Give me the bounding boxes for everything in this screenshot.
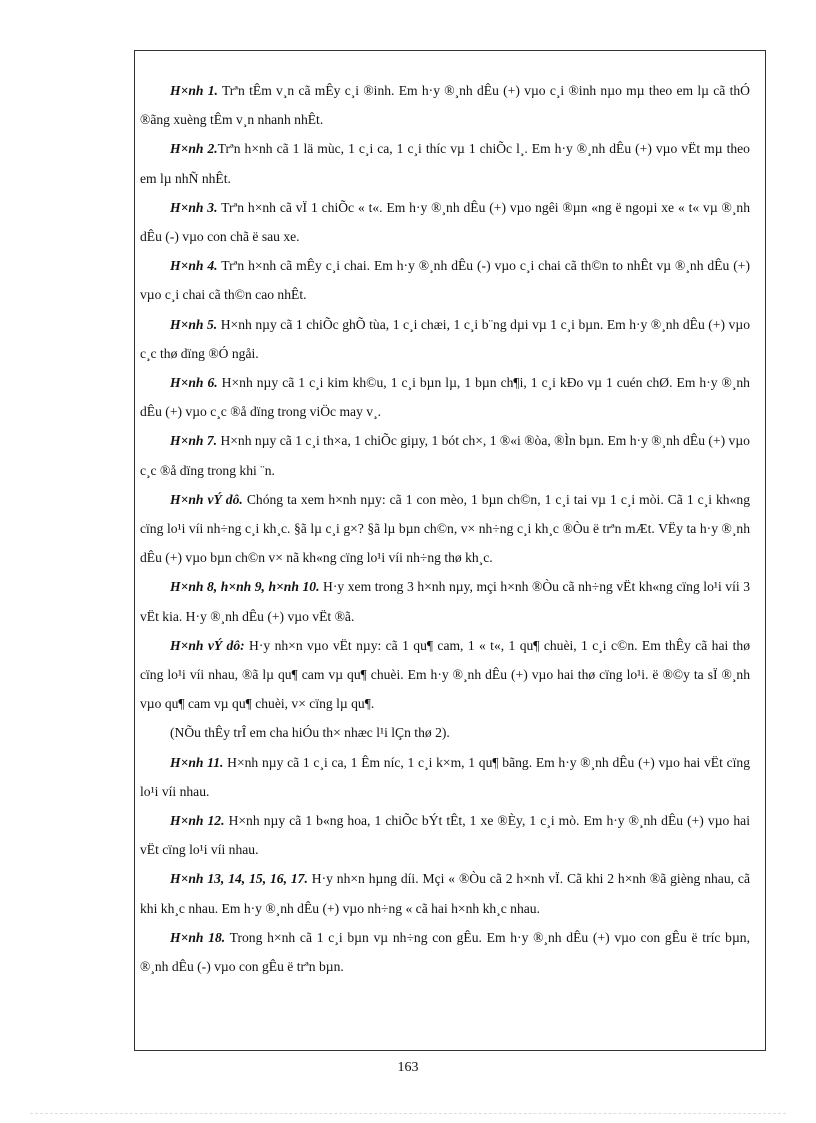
paragraph-note xyxy=(140,718,750,747)
paragraph-lead: H×nh 18. xyxy=(170,929,226,945)
paragraph-text: H×nh nµy cã 1 b«ng hoa, 1 chiÕc bÝt tÊt, 1 xe ®Èy, 1 c¸i mò. Em h·y ®¸nh dÊu (+) vµo hai vËt cïng lo¹i víi nhau. xyxy=(140,813,750,858)
paragraph-hinh-12 xyxy=(140,806,750,864)
paragraph-text: Chóng ta xem h×nh nµy: cã 1 con mèo, 1 bµn ch©n, 1 c¸i tai vµ 1 c¸i mòi. Cã 1 c¸i kh«ng cïng lo¹i víi nh÷ng c¸i kh¸c. §ã lµ c¸i g×? §ã lµ bµn ch©n, v× nh÷ng c¸i kh¸c ®Òu ë trªn mÆt. VËy ta h·y ®¸nh dÊu (+) vµo bµn ch©n v× nã kh«ng cïng lo¹i víi nh÷ng thø kh¸c. xyxy=(140,491,750,566)
paragraph-lead: H×nh 7. xyxy=(170,433,218,449)
paragraph-lead: H×nh 2. xyxy=(170,141,218,157)
paragraph-hinh-11 xyxy=(140,748,750,806)
paragraph-text: H·y nh×n vµo vËt nµy: cã 1 qu¶ cam, 1 « t«, 1 qu¶ chuèi, 1 c¸i c©n. Em thÊy cã hai thø cïng lo¹i víi nhau, ®ã lµ qu¶ cam vµ qu¶ chuèi. Em h·y ®¸nh dÊu (+) vµo hai thø cïng lo¹i. ë ®©y ta sÏ ®¸nh vµo qu¶ cam vµ qu¶ chuèi, v× cïng lµ qu¶. xyxy=(140,637,751,712)
footer-divider xyxy=(30,1113,786,1114)
paragraph-hinh-7 xyxy=(140,426,750,484)
paragraph-vi-du-1 xyxy=(140,485,750,573)
paragraph-text: Trªn h×nh cã mÊy c¸i chai. Em h·y ®¸nh dÊu (-) vµo c¸i chai cã th©n to nhÊt vµ ®¸nh dÊu (+) vµo c¸i chai cã th©n cao nhÊt. xyxy=(140,258,750,303)
paragraph-text: Trªn tÊm v¸n cã mÊy c¸i ®inh. Em h·y ®¸nh dÊu (+) vµo c¸i ®inh nµo mµ theo em lµ cã thÓ ®ãng xuèng tÊm v¸n nhanh nhÊt. xyxy=(140,83,750,128)
paragraph-text: H×nh nµy cã 1 c¸i ca, 1 Êm níc, 1 c¸i k×m, 1 qu¶ bãng. Em h·y ®¸nh dÊu (+) vµo hai vËt cïng lo¹i víi nhau. xyxy=(140,754,750,799)
paragraph-hinh-2 xyxy=(140,134,750,192)
paragraph-text: (NÕu thÊy trÎ em cha hiÓu th× nhæc l¹i lÇn thø 2). xyxy=(170,725,450,741)
paragraph-text: Trªn h×nh cã vÏ 1 chiÕc « t«. Em h·y ®¸nh dÊu (+) vµo ngêi ®µn «ng ë ngoµi xe « t« vµ ®¸nh dÊu (-) vµo con chã ë sau xe. xyxy=(140,199,750,245)
paragraph-lead: H×nh 1. xyxy=(170,83,218,98)
paragraph-lead: H×nh 13, 14, 15, 16, 17. xyxy=(170,871,308,887)
paragraph-lead: H×nh 11. xyxy=(170,754,224,770)
paragraph-text: H×nh nµy cã 1 c¸i kim kh©u, 1 c¸i bµn lµ, 1 bµn ch¶i, 1 c¸i kÐo vµ 1 cuén chØ. Em h·y ®¸nh dÊu (+) vµo c¸c ®å dïng trong viÖc may v¸. xyxy=(140,375,750,420)
paragraph-text: H·y xem trong 3 h×nh nµy, mçi h×nh ®Òu cã nh÷ng vËt kh«ng cïng lo¹i víi 3 vËt kia. H·y ®¸nh dÊu (+) vµo vËt ®ã. xyxy=(140,579,750,624)
paragraph-lead: H×nh 3. xyxy=(170,199,218,215)
paragraph-hinh-3 xyxy=(140,193,750,251)
paragraph-text: H×nh nµy cã 1 chiÕc ghÕ tùa, 1 c¸i chæi, 1 c¸i b¨ng dµi vµ 1 c¸i bµn. Em h·y ®¸nh dÊu (+) vµo c¸c thø dïng ®Ó ngåi. xyxy=(140,316,750,361)
paragraph-lead: H×nh 8, h×nh 9, h×nh 10. xyxy=(170,579,320,595)
paragraph-lead: H×nh vÝ dô: xyxy=(170,637,245,653)
paragraph-lead: H×nh 4. xyxy=(170,258,218,274)
paragraph-lead: H×nh 12. xyxy=(170,813,225,829)
paragraph-text: Trªn h×nh cã 1 lä mùc, 1 c¸i ca, 1 c¸i thíc vµ 1 chiÕc l¸. Em h·y ®¸nh dÊu (+) vµo vËt mµ theo em lµ nhÑ nhÊt. xyxy=(140,141,750,186)
paragraph-text: H·y nh×n hµng díi. Mçi « ®Òu cã 2 h×nh vÏ. Cã khi 2 h×nh ®ã gièng nhau, cã khi kh¸c nhau. Em h·y ®¸nh dÊu (+) vµo nh÷ng « cã hai h×nh kh¸c nhau. xyxy=(140,871,750,916)
paragraph-hinh-13-17 xyxy=(140,864,750,922)
paragraph-hinh-4 xyxy=(140,251,750,309)
paragraph-hinh-8-10 xyxy=(140,572,750,630)
document-body xyxy=(140,76,750,981)
paragraph-text: H×nh nµy cã 1 c¸i th×a, 1 chiÕc giµy, 1 bót ch×, 1 ®«i ®òa, ®Ìn bµn. Em h·y ®¸nh dÊu (+) vµo c¸c ®å dïng trong khi ¨n. xyxy=(140,433,750,478)
paragraph-lead: H×nh vÝ dô. xyxy=(170,491,243,507)
paragraph-vi-du-2 xyxy=(140,631,750,719)
paragraph-hinh-18 xyxy=(140,923,750,981)
paragraph-text: Trong h×nh cã 1 c¸i bµn vµ nh÷ng con gÊu. Em h·y ®¸nh dÊu (+) vµo con gÊu ë tríc bµn, ®¸nh dÊu (-) vµo con gÊu ë trªn bµn. xyxy=(140,929,750,975)
paragraph-hinh-1 xyxy=(140,76,750,134)
paragraph-lead: H×nh 6. xyxy=(170,375,218,391)
paragraph-hinh-6 xyxy=(140,368,750,426)
paragraph-lead: H×nh 5. xyxy=(170,316,218,332)
page-number: 163 xyxy=(397,1060,419,1075)
paragraph-hinh-5 xyxy=(140,310,750,368)
